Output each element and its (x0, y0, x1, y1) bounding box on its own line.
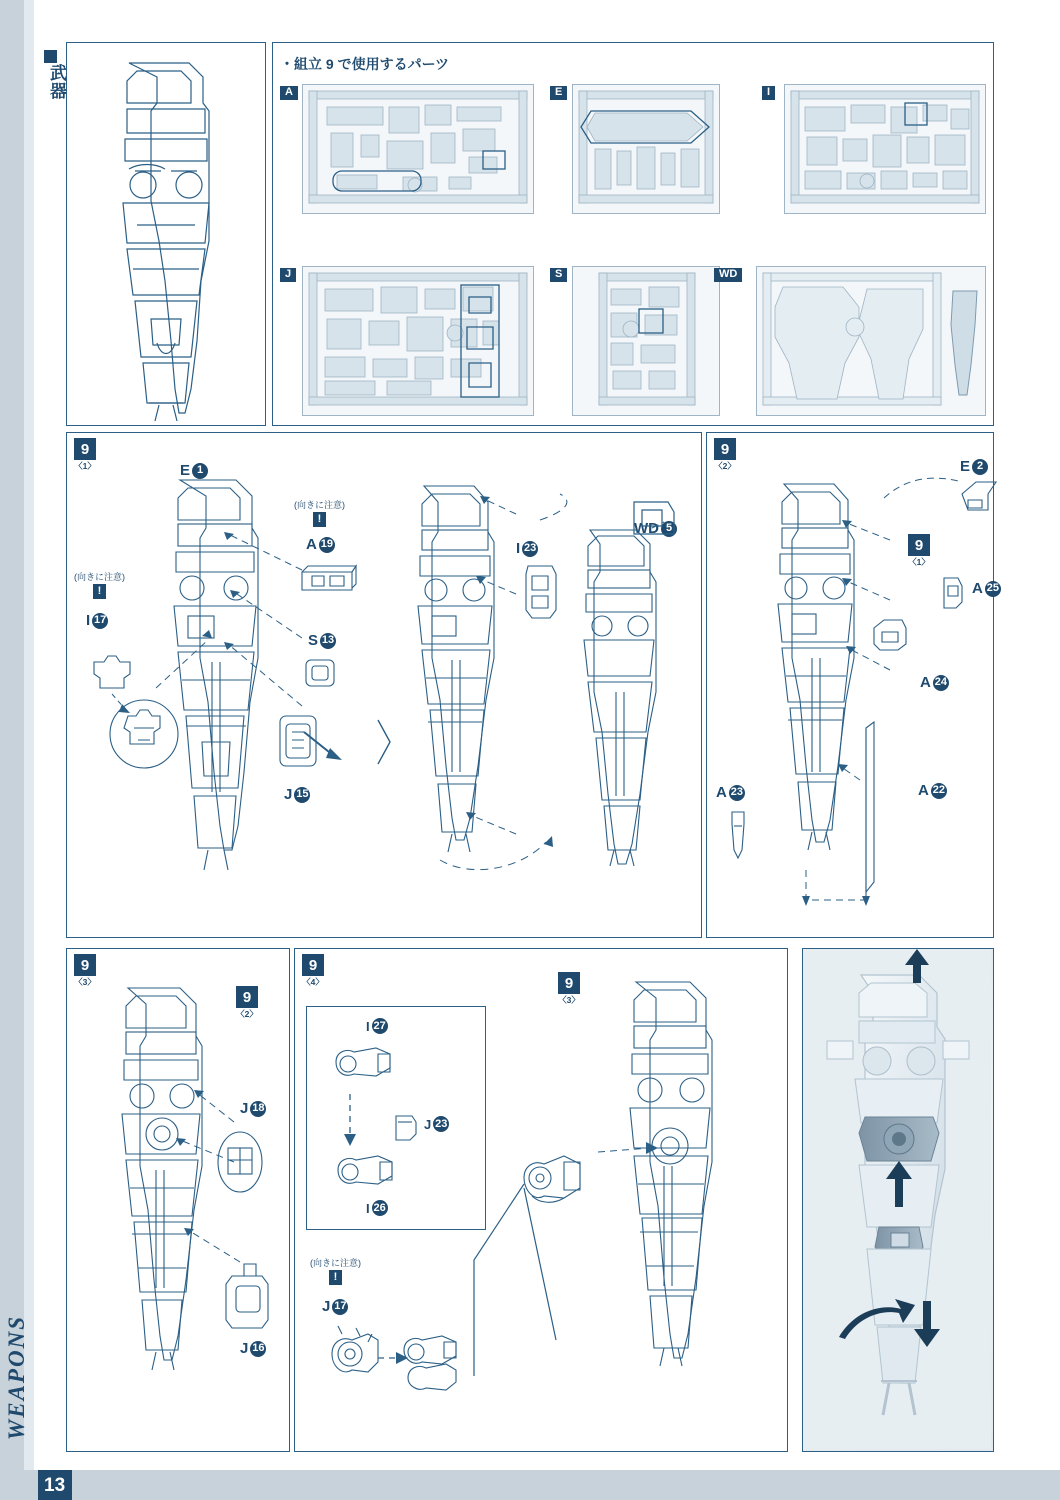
part-a25-drawing (936, 572, 968, 612)
part-label-a23 (716, 784, 745, 801)
part-label-a23-num: 23 (729, 785, 745, 801)
step-chip-ref-9-3-badge: 9 (558, 972, 580, 994)
step-9-4-leader-lines (468, 1180, 598, 1380)
step-chip-9-2-badge: 9 (714, 438, 736, 460)
part-label-a24-num: 24 (933, 675, 949, 691)
exclamation-icon-3: ! (329, 1270, 342, 1285)
panel-weapon-overview (66, 42, 266, 426)
page-number: 13 (44, 1475, 66, 1496)
step-chip-9-3-badge: 9 (74, 954, 96, 976)
arrow-i27-to-i26 (336, 1090, 366, 1152)
runner-box-i (784, 84, 986, 214)
runner-tag-e: E (550, 86, 567, 100)
part-label-j16-num: 16 (250, 1341, 266, 1357)
runner-e-drawing (573, 85, 719, 213)
part-a24-drawing (868, 614, 912, 656)
part-label-e1 (180, 462, 208, 479)
part-label-i27-num: 27 (372, 1018, 388, 1034)
part-label-e2-num: 2 (972, 459, 988, 475)
orientation-warning-a19-text: (向きに注意) (294, 500, 345, 510)
step-chip-9-4-badge: 9 (302, 954, 324, 976)
runner-box-e (572, 84, 720, 214)
part-j18-drawing (210, 1124, 272, 1204)
step-chip-9-3-sub: 〈3〉 (74, 977, 96, 987)
part-label-j18-num: 18 (250, 1101, 266, 1117)
exclamation-icon: ! (313, 512, 326, 527)
step-chip-ref-9-2-badge: 9 (236, 986, 258, 1008)
runner-tag-j: J (280, 268, 296, 282)
part-label-a23-letter: A (716, 784, 727, 801)
runner-tag-a: A (280, 86, 298, 100)
part-label-e2-letter: E (960, 458, 971, 475)
runner-tag-i: I (762, 86, 775, 100)
part-j16-drawing (222, 1258, 278, 1340)
part-j23-drawing (386, 1104, 430, 1148)
part-label-j18-letter: J (240, 1100, 249, 1117)
part-label-j15-num: 15 (294, 787, 310, 803)
part-i27-drawing (328, 1044, 408, 1092)
step-9-3-main-drawing (84, 972, 264, 1440)
step-chip-ref-9-3-sub: 〈3〉 (558, 995, 580, 1005)
part-label-a24 (920, 674, 949, 691)
part-label-e1-num: 1 (192, 463, 208, 479)
step-chip-9-4-sub: 〈4〉 (302, 977, 324, 987)
part-label-i17 (86, 612, 108, 629)
part-label-e1-letter: E (180, 462, 191, 479)
panel-finished-photo (802, 948, 994, 1452)
orientation-warning-j17-text: (向きに注意) (310, 1258, 361, 1268)
part-label-a24-letter: A (920, 674, 931, 691)
left-margin-band (0, 0, 34, 1500)
runner-j-drawing (303, 267, 533, 415)
part-label-wd5-letter: WD (634, 520, 659, 537)
orientation-warning-j17 (310, 1256, 361, 1285)
bottom-margin-band (0, 1470, 1060, 1500)
step-9-4-main-drawing (588, 966, 778, 1436)
part-label-j17-letter: J (322, 1298, 331, 1315)
runner-box-s (572, 266, 720, 416)
part-label-j16-letter: J (240, 1340, 249, 1357)
left-margin-inner-stripe (24, 0, 34, 1500)
chapter-square-marker (44, 50, 57, 63)
runner-a-drawing (303, 85, 533, 213)
part-label-i23-num: 23 (522, 541, 538, 557)
part-label-i27 (366, 1018, 388, 1034)
part-label-a22-letter: A (918, 782, 929, 799)
part-label-i26-letter: I (366, 1200, 370, 1216)
parts-used-title: ・組立 9 で使用するパーツ (280, 56, 450, 72)
orientation-warning-i17 (74, 570, 125, 599)
part-label-i17-letter: I (86, 612, 91, 629)
part-label-a22-num: 22 (931, 783, 947, 799)
part-label-a19-num: 19 (319, 537, 335, 553)
runner-box-j (302, 266, 534, 416)
part-label-wd5-num: 5 (661, 521, 677, 537)
runner-box-wd (756, 266, 986, 416)
step-9-1-transfer-arrows (320, 470, 580, 890)
part-label-j16 (240, 1340, 266, 1357)
part-label-a25-num: 25 (985, 581, 1001, 597)
step-chip-ref-9-1-sub: 〈1〉 (908, 557, 930, 567)
orientation-warning-i17-text: (向きに注意) (74, 572, 125, 582)
step-chip-ref-9-3 (556, 972, 582, 1006)
step-chip-9-4 (300, 954, 326, 988)
part-label-j15 (284, 786, 310, 803)
part-a23-drawing (724, 806, 754, 862)
runner-wd-drawing (757, 267, 985, 415)
step-chip-ref-9-1-badge: 9 (908, 534, 930, 556)
part-label-i27-letter: I (366, 1018, 370, 1034)
part-label-j18 (240, 1100, 266, 1117)
step-chip-9-2 (712, 438, 738, 472)
part-label-j15-letter: J (284, 786, 293, 803)
part-label-s13-num: 13 (320, 633, 336, 649)
step-chip-9-1-sub: 〈1〉 (74, 461, 96, 471)
part-label-j17-num: 17 (332, 1299, 348, 1315)
step-chip-9-2-sub: 〈2〉 (714, 461, 736, 471)
part-label-a25-letter: A (972, 580, 983, 597)
part-label-i23-letter: I (516, 540, 521, 557)
part-label-i17-num: 17 (92, 613, 108, 629)
step-chip-ref-9-1 (906, 534, 932, 568)
runner-i-drawing (785, 85, 985, 213)
part-i26-drawing (330, 1150, 410, 1198)
step-chip-ref-9-2-sub: 〈2〉 (236, 1009, 258, 1019)
runner-tag-s: S (550, 268, 567, 282)
weapon-overview-drawing (67, 43, 265, 425)
section-side-label: WEAPONS (4, 1314, 29, 1440)
part-label-i26-num: 26 (372, 1200, 388, 1216)
part-label-j17 (322, 1298, 348, 1315)
step-chip-9-1 (72, 438, 98, 472)
finished-weapon-photo (803, 949, 991, 1449)
runner-s-drawing (573, 267, 719, 415)
part-label-a22 (918, 782, 947, 799)
part-i17-detail-drawing (82, 648, 202, 778)
part-label-s13-letter: S (308, 632, 319, 649)
exclamation-icon-2: ! (93, 584, 106, 599)
part-label-a25 (972, 580, 1001, 597)
arrow-e2 (880, 468, 970, 508)
part-label-i26 (366, 1200, 388, 1216)
part-j17-assembly-drawing (316, 1320, 476, 1430)
step-9-2-main-drawing (740, 470, 900, 920)
part-label-j23-num: 23 (433, 1116, 449, 1132)
chapter-title-jp: 武器 (47, 64, 66, 100)
runner-box-a (302, 84, 534, 214)
part-label-a19-letter: A (306, 536, 317, 553)
part-label-j23-letter: J (424, 1116, 432, 1132)
step-chip-9-1-badge: 9 (74, 438, 96, 460)
runner-tag-wd: WD (714, 268, 742, 282)
